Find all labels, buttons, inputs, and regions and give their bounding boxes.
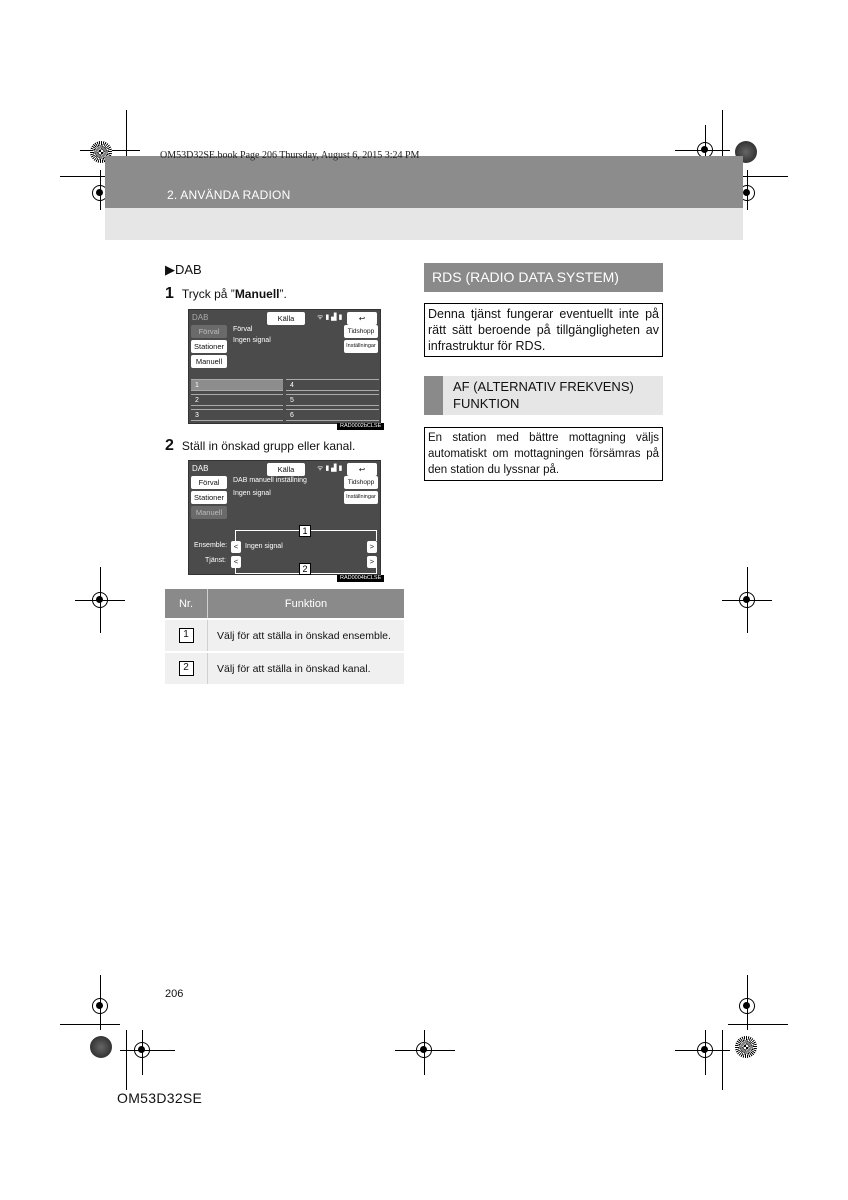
side-button-forval[interactable]: Förval bbox=[191, 476, 227, 489]
function-table bbox=[165, 589, 404, 684]
dab-heading bbox=[165, 262, 202, 278]
image-code-1: RAD0002bCLSE bbox=[337, 423, 384, 430]
screen-title: DAB bbox=[192, 313, 209, 322]
book-info-line: OM53D32SE.book Page 206 Thursday, August 6, 2015 3:24 PM bbox=[160, 150, 420, 161]
installningar-button[interactable]: Inställningar bbox=[344, 491, 378, 504]
side-button-forval[interactable]: Förval bbox=[191, 325, 227, 338]
side-button-stationer[interactable]: Stationer bbox=[191, 340, 227, 353]
source-button[interactable]: Källa bbox=[267, 312, 305, 325]
table-header-row bbox=[165, 589, 404, 619]
ensemble-next-button[interactable]: > bbox=[367, 541, 377, 553]
signal-status-icons: ᯤ ▮ ▟ ▮ bbox=[317, 465, 343, 472]
side-button-manuell[interactable]: Manuell bbox=[191, 506, 227, 519]
back-button[interactable]: ↩ bbox=[347, 463, 377, 476]
step-number: 1 bbox=[165, 285, 174, 302]
triangle-marker-icon: ▶ bbox=[165, 262, 175, 277]
signal-status-icons: ᯤ ▮ ▟ ▮ bbox=[317, 314, 343, 321]
dab-label: DAB bbox=[175, 262, 202, 277]
table-row bbox=[165, 652, 404, 684]
ensemble-prev-button[interactable]: < bbox=[231, 541, 241, 553]
screen-line-1: DAB manuell inställning bbox=[233, 477, 307, 484]
callout-2: 2 bbox=[299, 563, 311, 575]
table-row bbox=[165, 619, 404, 652]
dab-screen-1 bbox=[188, 309, 381, 424]
screen-line-2: Ingen signal bbox=[233, 490, 271, 497]
registration-mark-icon bbox=[739, 592, 755, 608]
preset-6[interactable]: 6 bbox=[286, 409, 379, 421]
step-number: 2 bbox=[165, 437, 174, 454]
af-heading-bar bbox=[424, 376, 443, 415]
af-heading-line2: FUNKTION bbox=[453, 396, 520, 411]
service-prev-button[interactable]: < bbox=[231, 556, 241, 568]
af-note-box: En station med bättre mottagning väljs automatiskt om mottagningen försämras på den station du lyssnar på. bbox=[424, 427, 663, 481]
preset-5[interactable]: 5 bbox=[286, 394, 379, 406]
service-next-button[interactable]: > bbox=[367, 556, 377, 568]
row-text: Välj för att ställa in önskad ensemble. bbox=[208, 619, 405, 652]
preset-3[interactable]: 3 bbox=[191, 409, 283, 421]
tidshopp-button[interactable]: Tidshopp bbox=[344, 476, 378, 489]
registration-mark-icon bbox=[416, 1042, 432, 1058]
page-number: 206 bbox=[165, 988, 184, 1000]
dab-screen-2 bbox=[188, 460, 381, 575]
row-text: Välj för att ställa in önskad kanal. bbox=[208, 652, 405, 684]
callout-1: 1 bbox=[299, 525, 311, 537]
service-label: Tjänst: bbox=[205, 557, 227, 564]
row-number-box: 2 bbox=[179, 661, 194, 676]
installningar-button[interactable]: Inställningar bbox=[344, 340, 378, 353]
ensemble-value: Ingen signal bbox=[245, 543, 283, 550]
preset-2[interactable]: 2 bbox=[191, 394, 283, 406]
step-1: 1 Tryck på ”Manuell”. bbox=[165, 285, 287, 302]
header-funktion: Funktion bbox=[208, 589, 405, 619]
gray-disc-icon bbox=[90, 1036, 112, 1058]
registration-mark-icon bbox=[739, 998, 755, 1014]
side-button-manuell[interactable]: Manuell bbox=[191, 355, 227, 368]
image-code-2: RAD0004bCLSE bbox=[337, 575, 384, 582]
screen-title: DAB bbox=[192, 464, 209, 473]
af-heading bbox=[424, 376, 663, 415]
header-subband bbox=[105, 208, 743, 240]
back-button[interactable]: ↩ bbox=[347, 312, 377, 325]
screen-line-2: Ingen signal bbox=[233, 337, 271, 344]
registration-mark-icon bbox=[697, 1042, 713, 1058]
screen-line-1: Förval bbox=[233, 326, 253, 333]
tidshopp-button[interactable]: Tidshopp bbox=[344, 325, 378, 338]
rds-heading: RDS (RADIO DATA SYSTEM) bbox=[424, 263, 663, 292]
registration-mark-icon bbox=[134, 1042, 150, 1058]
row-number-box: 1 bbox=[179, 628, 194, 643]
af-heading-line1: AF (ALTERNATIV FREKVENS) bbox=[453, 379, 634, 394]
manuell-emphasis: Manuell bbox=[234, 287, 280, 301]
preset-4[interactable]: 4 bbox=[286, 379, 379, 391]
source-button[interactable]: Källa bbox=[267, 463, 305, 476]
rds-note-box: Denna tjänst fungerar eventuellt inte på rätt sätt beroende på tillgängligheten av infrastruktur för RDS. bbox=[424, 303, 663, 357]
document-code: OM53D32SE bbox=[117, 1090, 203, 1106]
registration-mark-icon bbox=[92, 592, 108, 608]
step-2: 2 Ställ in önskad grupp eller kanal. bbox=[165, 437, 356, 454]
side-button-stationer[interactable]: Stationer bbox=[191, 491, 227, 504]
preset-1[interactable]: 1 bbox=[191, 379, 283, 391]
star-target-icon bbox=[735, 1036, 757, 1058]
section-title: 2. ANVÄNDA RADION bbox=[167, 188, 291, 202]
header-nr: Nr. bbox=[165, 589, 208, 619]
registration-mark-icon bbox=[92, 998, 108, 1014]
ensemble-label: Ensemble: bbox=[194, 542, 228, 549]
